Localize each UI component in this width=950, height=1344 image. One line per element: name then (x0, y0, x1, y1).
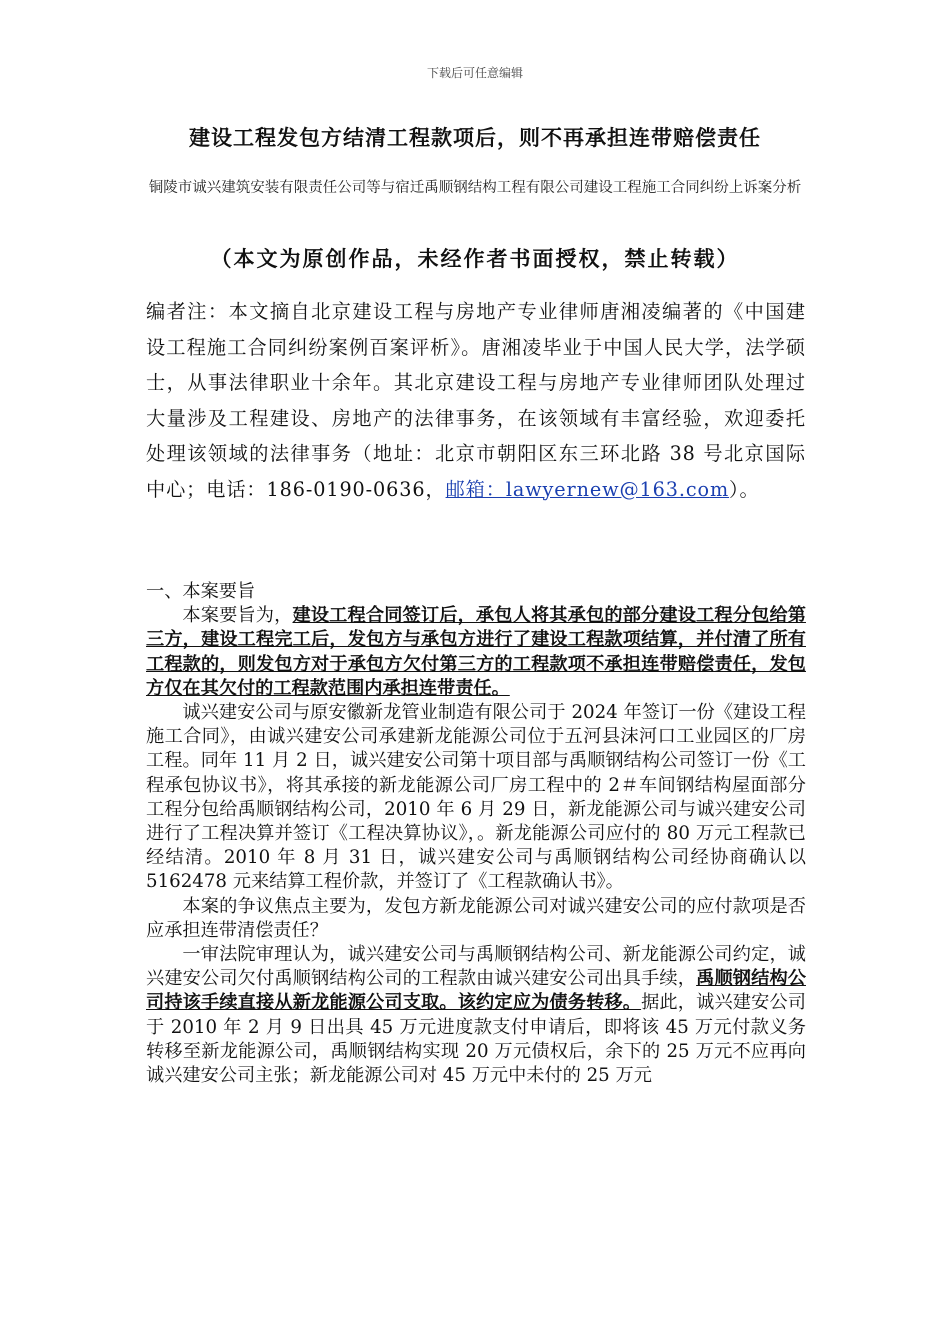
subtitle: 铜陵市诚兴建筑安装有限责任公司等与宿迁禹顺钢结构工程有限公司建设工程施工合同纠纷上诉案分析 (148, 180, 802, 196)
paragraph-facts: 诚兴建安公司与原安徽新龙管业制造有限公司于 2024 年签订一份《建设工程施工合同》，由诚兴建安公司承建新龙能源公司位于五河县沫河口工业园区的厂房工程。同年 11 月 2 日，诚兴建安公司第十项目部与禹顺钢结构公司签订一份《工程承包协议书》，将其承接的新龙能源公司厂房工程中的 2＃车间钢结构屋面部分工程分包给禹顺钢结构公司，2010 年 6 月 29 日，新龙能源公司与诚兴建安公司进行了工程决算并签订《工程决算协议》，。新龙能源公司应付的 80 万元工程款已经结清。2010 年 8 月 31 日，诚兴建安公司与禹顺钢结构公司经协商确认以 5162478 元来结算工程价款，并签订了《工程款确认书》。 (146, 702, 806, 893)
editor-note (146, 294, 806, 507)
first-instance-emphasis: 禹顺钢结构公司持该手续直接从新龙能源公司支取。该约定应为债务转移。 (146, 968, 806, 1014)
section-1 (146, 580, 806, 1088)
header-note: 下载后可任意编辑 (426, 66, 523, 80)
copyright-notice: （本文为原创作品，未经作者书面授权，禁止转载） (210, 246, 740, 271)
paragraph-first-instance (146, 943, 806, 1088)
editor-note-text: 编者注：本文摘自北京建设工程与房地产专业律师唐湘凌编著的《中国建设工程施工合同纠纷案例百案评析》。唐湘凌毕业于中国人民大学，法学硕士，从事法律职业十余年。其北京建设工程与房地产专业律师团队处理过大量涉及工程建设、房地产的法律事务，在该领域有丰富经验，欢迎委托处理该领域的法律事务（地址：北京市朝阳区东三环北路 38 号北京国际中心；电话：186-0190-0636， (146, 300, 806, 501)
page-title: 建设工程发包方结清工程款项后，则不再承担连带赔偿责任 (189, 125, 761, 150)
editor-note-tail: ）。 (729, 477, 760, 501)
section-heading: 一、本案要旨 (146, 581, 256, 602)
paragraph-summary (146, 604, 806, 701)
paragraph-dispute: 本案的争议焦点主要为，发包方新龙能源公司对诚兴建安公司的应付款项是否应承担连带清偿责任？ (146, 895, 806, 941)
first-instance-tail: 据此，诚兴建安公司于 2010 年 2 月 9 日出具 45 万元进度款支付申请后，即将该 45 万元付款义务转移至新龙能源公司，禹顺钢结构实现 20 万元债权后，余下的 25 万元不应再向诚兴建安公司主张；新龙能源公司对 45 万元中未付的 25 万元 (146, 992, 806, 1087)
first-instance-lead: 一审法院审理认为，诚兴建安公司与禹顺钢结构公司、新龙能源公司约定，诚兴建安公司欠付禹顺钢结构公司的工程款由诚兴建安公司出具手续， (146, 944, 806, 990)
summary-lead: 本案要旨为， (182, 605, 293, 627)
email-link[interactable]: 邮箱：lawyernew@163.com (445, 477, 730, 501)
summary-emphasis: 建设工程合同签订后，承包人将其承包的部分建设工程分包给第三方，建设工程完工后，发包方与承包方进行了建设工程款项结算，并付清了所有工程款的，则发包方对于承包方欠付第三方的工程款项不承担连带赔偿责任，发包方仅在其欠付的工程款范围内承担连带责任。 (146, 605, 806, 699)
